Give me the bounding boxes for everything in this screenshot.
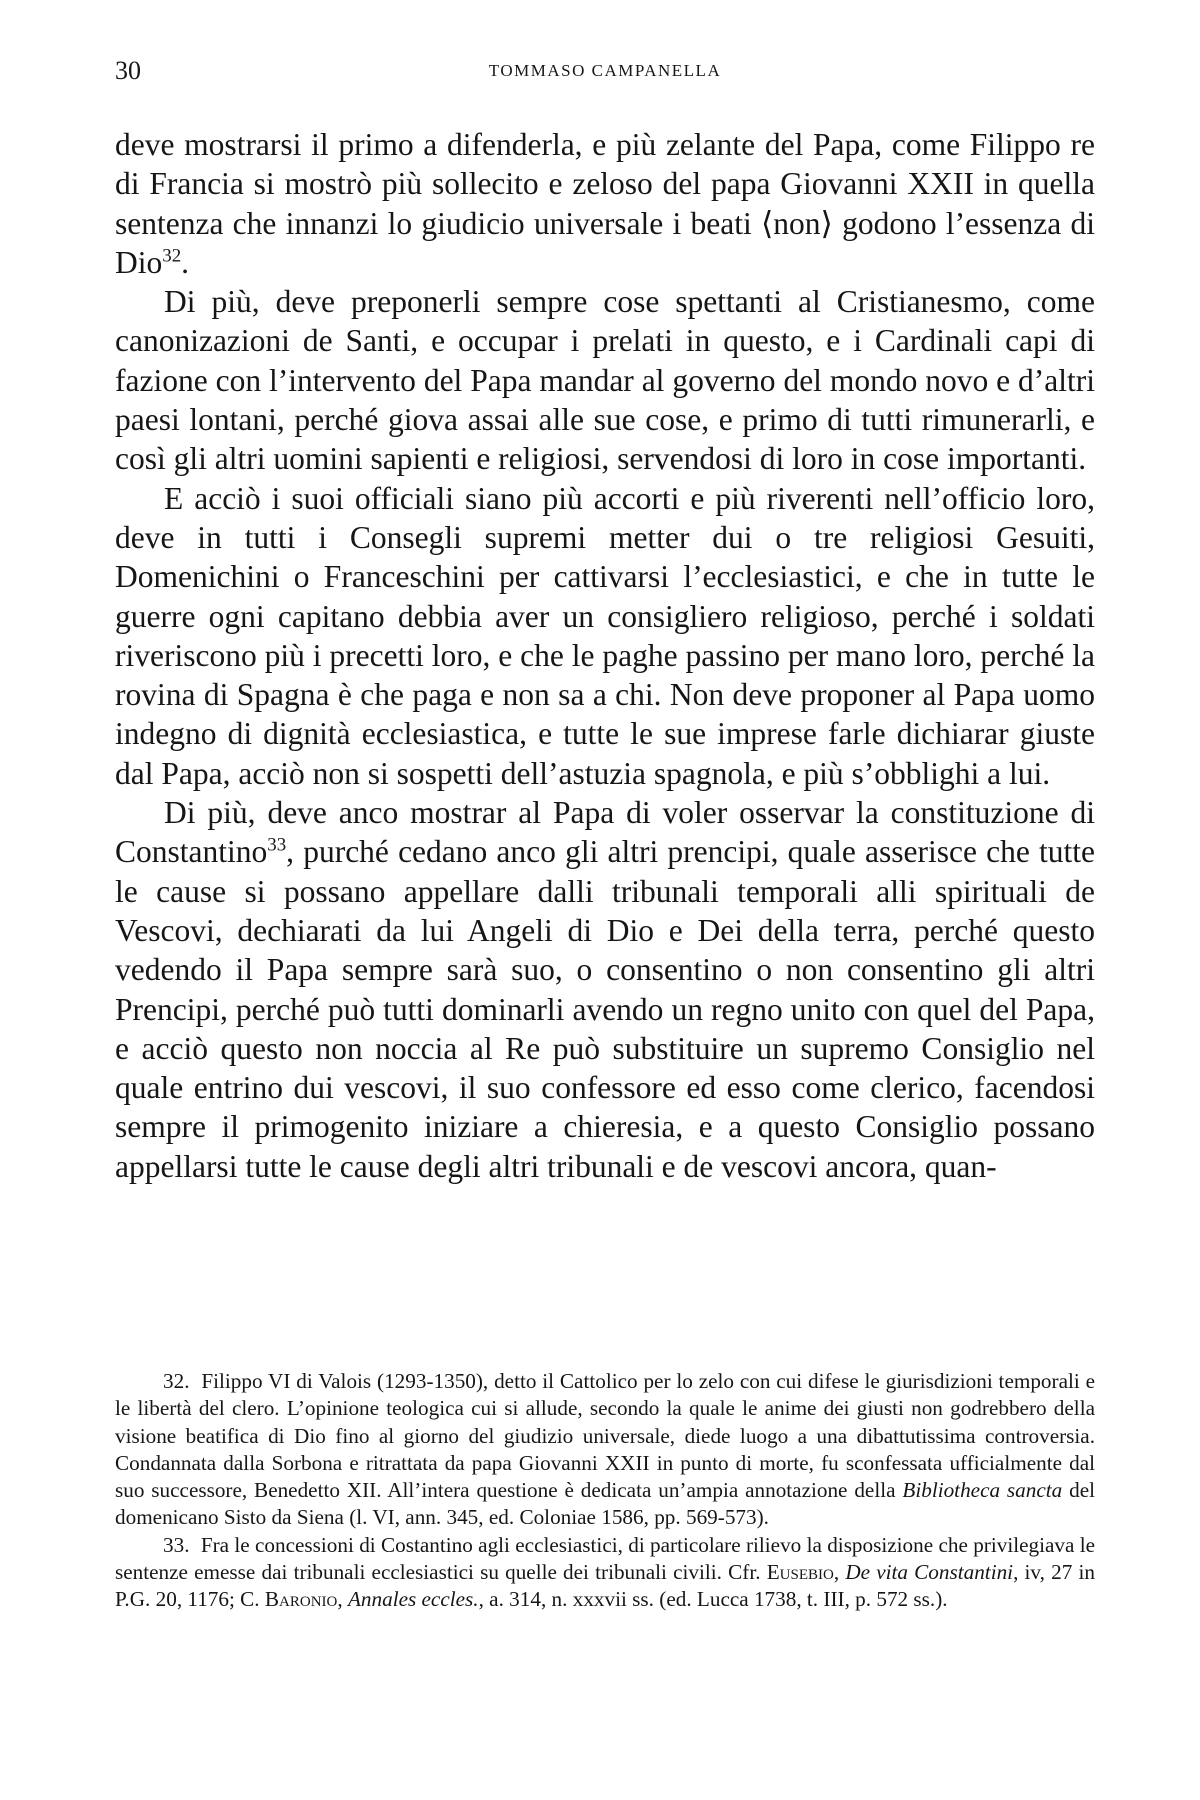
running-head: TOMMASO CAMPANELLA (488, 61, 722, 80)
footnote-33-author-2: Baronio (264, 1587, 338, 1612)
footnote-32-work-title: Bibliotheca sancta (902, 1478, 1063, 1503)
footnote-32 (115, 1368, 1095, 1532)
paragraph-3: E acciò i suoi officiali siano più accorti e più riverenti nell’officio loro, deve in tutti i Consegli supremi metter dui o tre religiosi Gesuiti, Domenichini o Franceschini per cattivarsi l’ecclesiastici, e che in tutte le guerre ogni capitano debbia aver un consigliero religioso, perché i soldati riveriscono più i precetti loro, e che le paghe passino per mano loro, perché la rovina di Spagna è che paga e non sa a chi. Non deve proponer al Papa uomo indegno di dignità ecclesiastica, e tutte le sue imprese farle dichiarar giuste dal Papa, acciò non si sospetti dell’astuzia spagnola, e più s’obblighi a lui. (115, 480, 1095, 791)
footnote-33-citation-2: , a. 314, n. xxxvii ss. (ed. Lucca 1738, t. III, p. 572 ss.). (478, 1587, 948, 1612)
footnote-33-author-1: Eusebio (766, 1560, 834, 1585)
paragraph-4-rest: , purché cedano anco gli altri prencipi, quale asserisce che tutte le cause si possano appellare dalli tribunali temporali alli spirituali de Vescovi, dechiarati da lui Angeli di Dio e Dei della terra, perché questo vedendo il Papa sempre sarà suo, o consentino o non consentino gli altri Prencipi, perché può tutti dominarli avendo un regno unito con quel del Papa, e acciò questo non noccia al Re può substituire un supremo Consiglio nel quale entrino dui vescovi, il suo confessore ed esso come clerico, facendosi sempre il primogenito iniziare a chieresia, e a questo Consiglio possano appellarsi tutte le cause degli altri tribunali e de vescovi ancora, quan- (115, 834, 1095, 1184)
paragraph-4-text: Di più, deve anco mostrar al Papa di voler osservar la constituzione di Constantino (115, 795, 1095, 870)
footnote-number: 32. (163, 1369, 190, 1393)
paragraph-1-text: deve mostrarsi il primo a difenderla, e più zelante del Papa, come Filippo re di Francia si mostrò più sollecito e zeloso del papa Giovanni XXII in quella sentenza che innanzi lo giudicio universale i beati ⟨non⟩ godono l’essenza di Dio (115, 127, 1095, 280)
footnotes (115, 1368, 1095, 1614)
paragraph-1 (115, 125, 1095, 282)
footnote-reference-32[interactable]: 32 (162, 245, 182, 267)
paragraph-4 (115, 793, 1095, 1186)
main-text (115, 125, 1095, 1186)
footnote-32-text: Filippo VI di Valois (1293-1350), detto il Cattolico per lo zelo con cui difese le giurisdizioni temporali e le libertà del clero. L’opinione teologica cui si allude, secondo la quale le anime dei giusti non godrebbero della visione beatifica di Dio fino al giorno del giudizio universale, diede luogo a una dibattutissima controversia. Condannata dalla Sorbona e ritrattata da papa Giovanni XXII in punto di morte, fu sconfessata ufficialmente dal suo successore, Benedetto XII. All’intera questione è dedicata un’ampia annotazione della (115, 1369, 1096, 1503)
paragraph-2: Di più, deve preponerli sempre cose spettanti al Cristianesmo, come canonizazioni de Santi, e occupar i prelati in questo, e i Cardinali capi di fazione con l’intervento del Papa mandar al governo del mondo novo e d’altri paesi lontani, perché giova assai alle sue cose, e primo di tutti rimunerarli, e così gli altri uomini sapienti e religiosi, servendosi di loro in cose importanti. (115, 284, 1095, 477)
footnote-reference-33[interactable]: 33 (267, 834, 287, 856)
footnote-32-text-end: del domenicano Sisto da Siena (l. VI, ann. 345, ed. Coloniae 1586, pp. 569-573). (115, 1478, 1096, 1530)
footnote-33-work-2: Annales eccles. (347, 1587, 479, 1612)
footnote-33-text: Fra le concessioni di Costantino agli ecclesiastici, di particolare rilievo la disposizione che privilegiava le sentenze emesse dai tribunali ecclesiastici su quelle dei tribunali civili. Cfr. (115, 1532, 1096, 1585)
footnote-33-work-1: De vita Constantini (845, 1560, 1014, 1585)
page-header (115, 56, 1095, 86)
footnote-33: 33. Fra le concessioni di Costantino agli ecclesiastici, di particolare rilievo la disposizione che privilegiava le sentenze emesse dai tribunali ecclesiastici su quelle dei tribunali civili. Cfr. Eusebio, De vita Constantini, iv, 27 in P.G. 20, 1176; C. Baronio, Annales eccles., a. 314, n. xxxvii ss. (ed. Lucca 1738, t. III, p. 572 ss.). (115, 1532, 1096, 1612)
footnote-number: 33. (163, 1532, 190, 1557)
page-number: 30 (115, 56, 141, 85)
paragraph-1-end: . (181, 244, 190, 280)
footnote-33-citation-1: , iv, 27 in P.G. 20, 1176; C. (115, 1560, 1095, 1612)
